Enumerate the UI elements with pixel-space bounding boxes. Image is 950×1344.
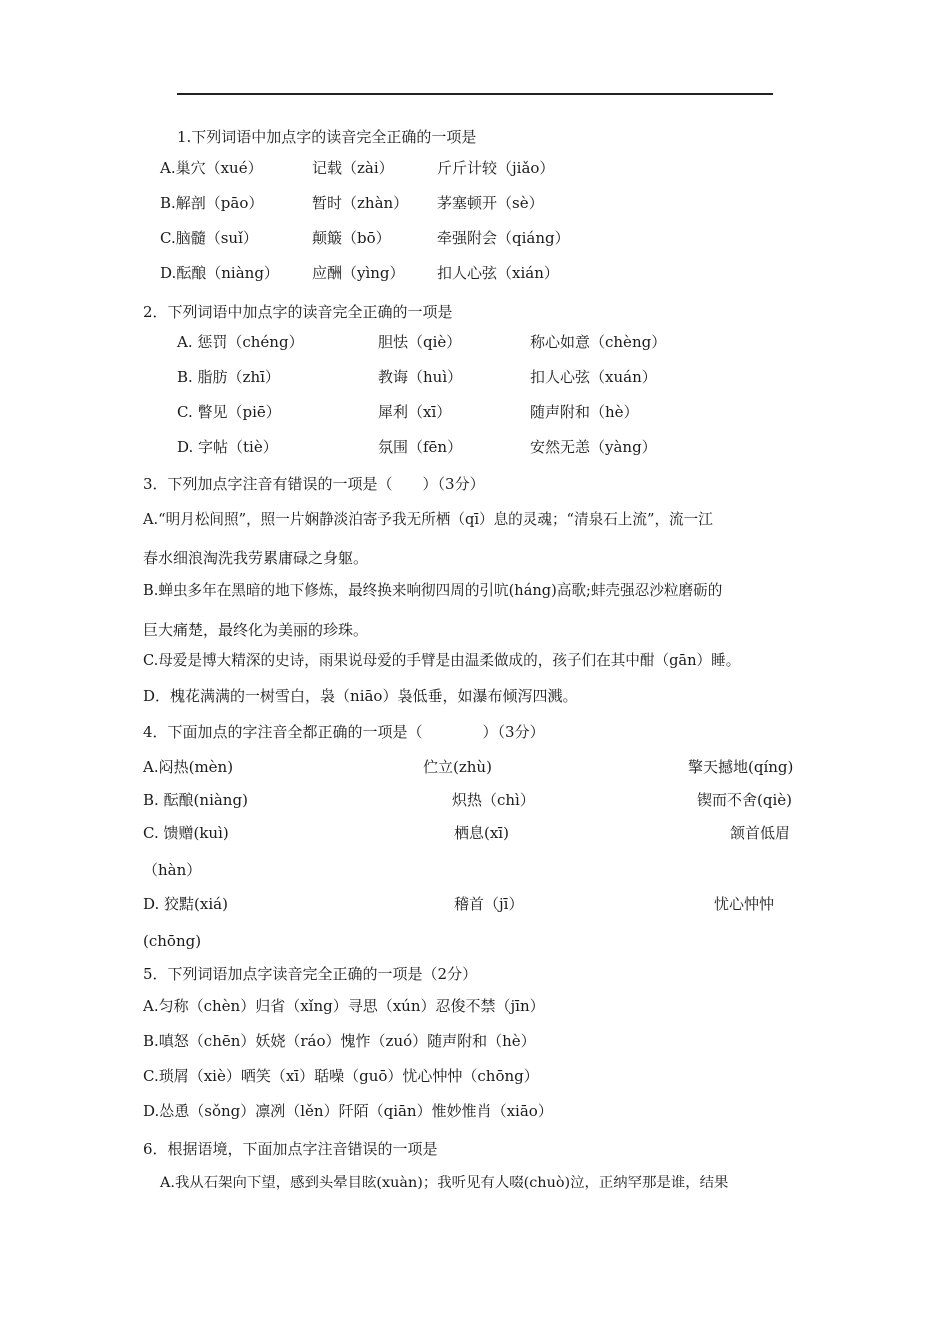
q1-option-a-1: A.巢穴（xué） xyxy=(160,159,263,177)
q3-option-c: C.母爱是博大精深的史诗，雨果说母爱的手臂是由温柔做成的，孩子们在其中酣（gān）睡。 xyxy=(143,652,741,669)
q3-option-a-line2: 春水细浪淘洗我劳累庸碌之身躯。 xyxy=(143,549,369,567)
q4-option-c-2: 栖息(xī) xyxy=(454,824,509,842)
q4-option-b-3: 锲而不舍(qiè) xyxy=(697,791,792,809)
q2-option-a-3: 称心如意（chèng） xyxy=(530,333,667,351)
q4-option-d-1: D. 狡黠(xiá) xyxy=(143,895,228,913)
q3-option-b-line1: B.蝉虫多年在黑暗的地下修炼，最终换来响彻四周的引吭(háng)高歌;蚌壳强忍沙粒磨砺的 xyxy=(143,582,723,599)
q4-option-c-3: 颔首低眉 xyxy=(730,824,791,842)
q2-option-c-3: 随声附和（hè） xyxy=(530,403,639,421)
q4-option-d-2: 稽首（jī） xyxy=(454,895,524,913)
q2-option-b-2: 教诲（huì） xyxy=(378,368,463,386)
q2-stem: 2．下列词语中加点字的读音完全正确的一项是 xyxy=(143,303,453,321)
q3-option-b-line2: 巨大痛楚，最终化为美丽的珍珠。 xyxy=(143,621,369,639)
q5-option-d: D.怂恿（sǒng）凛冽（lěn）阡陌（qiān）惟妙惟肖（xiāo） xyxy=(143,1102,553,1120)
q5-stem: 5．下列词语加点字读音完全正确的一项是（2分） xyxy=(143,965,478,983)
q2-option-d-1: D. 字帖（tiè） xyxy=(177,438,278,456)
q5-option-a: A.匀称（chèn）归省（xǐng）寻思（xún）忍俊不禁（jīn） xyxy=(143,997,545,1015)
q5-option-b: B.嗔怒（chēn）妖娆（ráo）愧怍（zuó）随声附和（hè） xyxy=(143,1032,536,1050)
q6-option-a: A.我从石架向下望，感到头晕目眩(xuàn)；我听见有人啜(chuò)泣，正纳罕那是谁，结果 xyxy=(160,1175,729,1191)
q2-option-c-2: 犀利（xī） xyxy=(378,403,452,421)
q2-option-d-3: 安然无恙（yàng） xyxy=(530,438,657,456)
q4-option-c-1: C. 馈赠(kuì) xyxy=(143,824,229,842)
q1-option-c-3: 牵强附会（qiáng） xyxy=(437,229,570,247)
q4-option-d-continued: (chōng) xyxy=(143,932,202,950)
q2-option-b-1: B. 脂肪（zhī） xyxy=(177,368,280,386)
q1-option-a-3: 斤斤计较（jiǎo） xyxy=(437,159,555,177)
q1-option-c-2: 颠簸（bō） xyxy=(312,229,391,247)
q1-option-a-2: 记载（zài） xyxy=(312,159,394,177)
header-rule xyxy=(177,93,773,95)
q4-option-d-3: 忧心忡忡 xyxy=(714,895,775,913)
q4-stem: 4．下面加点的字注音全都正确的一项是（ ）（3分） xyxy=(143,723,545,741)
q2-option-c-1: C. 瞥见（piē） xyxy=(177,403,281,421)
q5-option-c: C.琐屑（xiè）哂笑（xī）聒噪（guō）忧心忡忡（chōng） xyxy=(143,1067,539,1085)
q1-option-b-3: 茅塞顿开（sè） xyxy=(437,194,544,212)
q3-stem: 3．下列加点字注音有错误的一项是（ ）（3分） xyxy=(143,475,485,493)
q4-option-a-1: A.闷热(mèn) xyxy=(143,758,234,776)
q2-option-d-2: 氛围（fēn） xyxy=(378,438,463,456)
q3-option-d: D．槐花满满的一树雪白，袅（niāo）袅低垂，如瀑布倾泻四溅。 xyxy=(143,687,578,705)
q1-option-b-1: B.解剖（pāo） xyxy=(160,194,264,212)
q4-option-a-3: 擎天撼地(qíng) xyxy=(688,758,794,776)
q2-option-a-2: 胆怯（qiè） xyxy=(378,333,462,351)
q1-option-d-2: 应酬（yìng） xyxy=(312,264,405,282)
q4-option-b-2: 炽热（chì） xyxy=(452,791,535,809)
q1-option-d-3: 扣人心弦（xián） xyxy=(437,264,559,282)
q1-stem: 1.下列词语中加点字的读音完全正确的一项是 xyxy=(177,128,477,146)
q3-option-a-line1: A.“明月松间照”，照一片娴静淡泊寄予我无所栖（qī）息的灵魂；“清泉石上流”，流一江 xyxy=(143,511,713,528)
q4-option-a-2: 伫立(zhù) xyxy=(423,758,492,776)
q4-option-c-continued: （hàn） xyxy=(143,861,202,879)
q6-stem: 6．根据语境，下面加点字注音错误的一项是 xyxy=(143,1140,438,1158)
q2-option-a-1: A. 惩罚（chéng） xyxy=(177,333,304,351)
q1-option-c-1: C.脑髓（suǐ） xyxy=(160,229,258,247)
q2-option-b-3: 扣人心弦（xuán） xyxy=(530,368,657,386)
q1-option-d-1: D.酝酿（niàng） xyxy=(160,264,279,282)
q4-option-b-1: B. 酝酿(niàng) xyxy=(143,791,248,809)
q1-option-b-2: 暂时（zhàn） xyxy=(312,194,409,212)
